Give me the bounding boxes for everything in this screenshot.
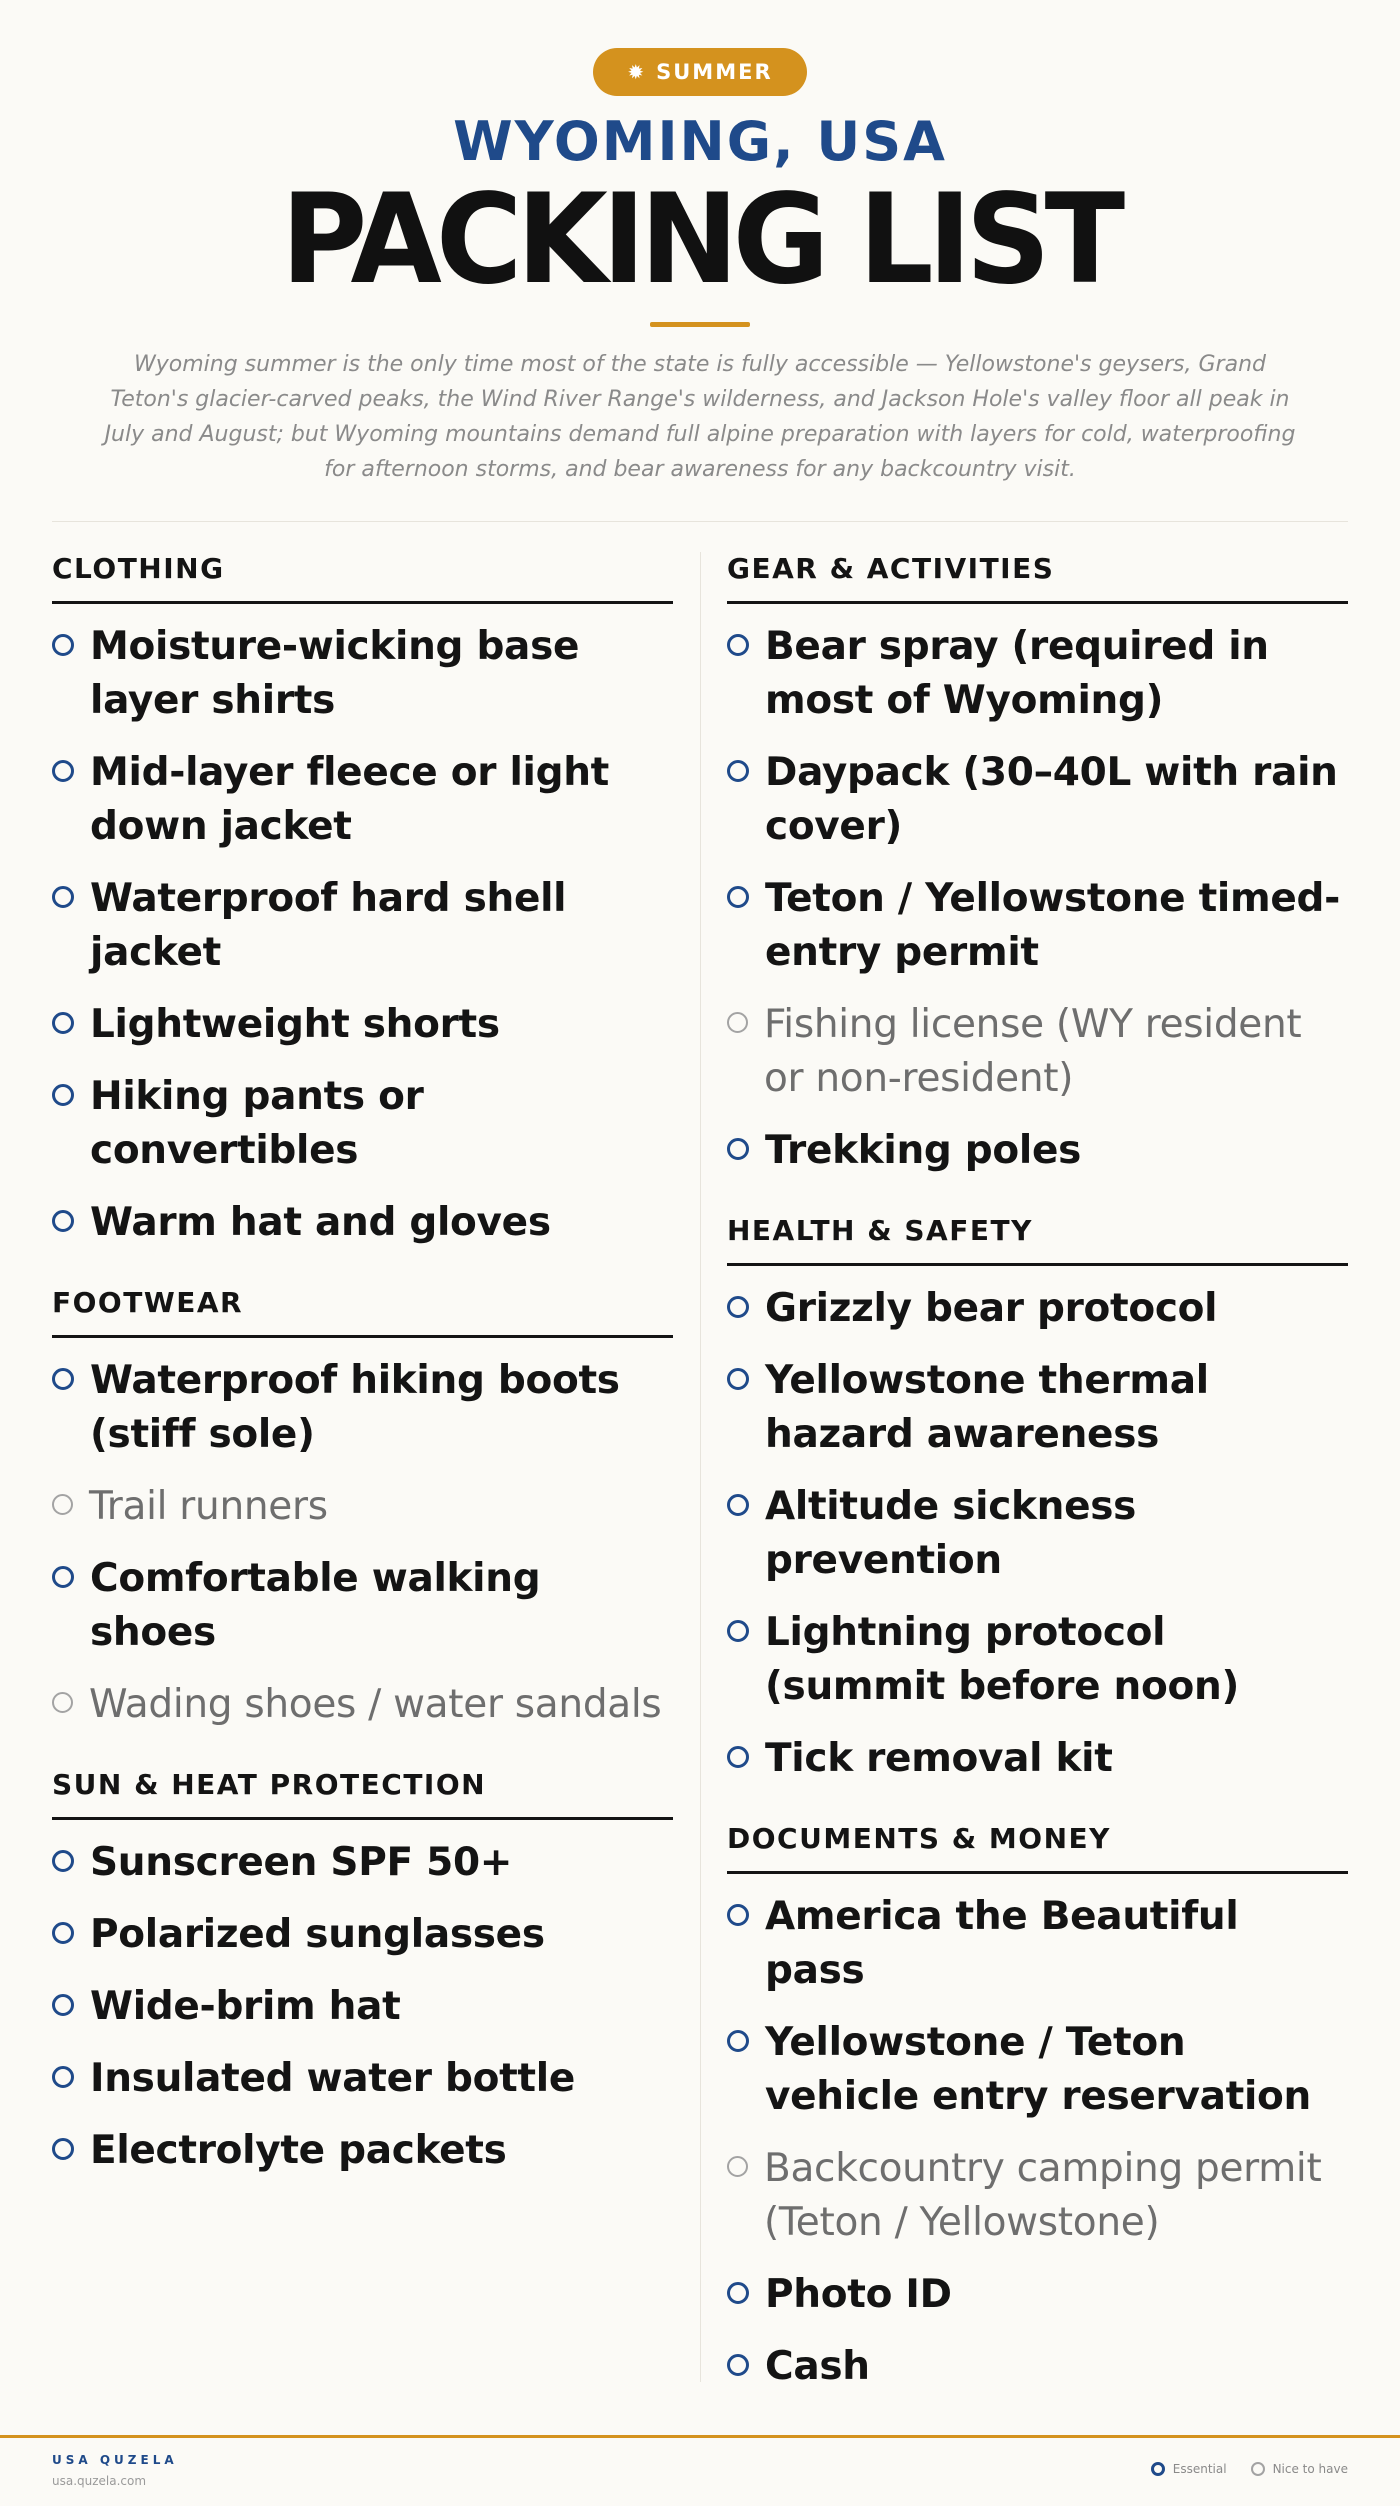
checklist-item[interactable]: [727, 1354, 1348, 1462]
section-title: DOCUMENTS & MONEY: [727, 1822, 1348, 1874]
essential-circle-icon[interactable]: [727, 2030, 749, 2052]
essential-circle-icon[interactable]: [727, 1746, 749, 1768]
checklist-item-label: Electrolyte packets: [90, 2128, 507, 2173]
checklist-item-label: Sunscreen SPF 50+: [90, 1840, 513, 1885]
checklist-item[interactable]: [52, 620, 673, 728]
checklist-item[interactable]: [52, 1552, 673, 1660]
essential-circle-icon[interactable]: [52, 2066, 74, 2088]
season-label: SUMMER: [656, 60, 773, 84]
page-title: PACKING LIST: [280, 166, 1120, 312]
checklist-item-label: Daypack (30–40L with rain cover): [765, 750, 1338, 849]
essential-circle-icon[interactable]: [727, 886, 749, 908]
legend-nice-label: Nice to have: [1272, 2462, 1348, 2476]
checklist-item-label: Waterproof hard shell jacket: [90, 876, 567, 975]
checklist-item[interactable]: [727, 2268, 1348, 2322]
checklist-item[interactable]: [727, 1890, 1348, 1998]
checklist-item-label: Teton / Yellowstone timed-entry permit: [765, 876, 1340, 975]
checklist-item-label: Mid-layer fleece or light down jacket: [90, 750, 610, 849]
footer-rule: [0, 2435, 1400, 2438]
checklist: [727, 620, 1348, 1178]
section-clothing: [52, 552, 673, 1250]
essential-circle-icon[interactable]: [52, 2138, 74, 2160]
checklist-item-label: Warm hat and gloves: [90, 1200, 551, 1245]
essential-circle-icon[interactable]: [727, 1368, 749, 1390]
legend-nice: [1251, 2462, 1348, 2476]
checklist-item[interactable]: [52, 1070, 673, 1178]
legend-essential: [1151, 2462, 1227, 2476]
checklist-item[interactable]: [727, 1124, 1348, 1178]
checklist-item-label: Fishing license (WY resident or non-resident): [764, 1002, 1302, 1101]
checklist-item[interactable]: [727, 746, 1348, 854]
checklist-item[interactable]: [52, 1196, 673, 1250]
intro-text: Wyoming summer is the only time most of the state is fully accessible — Yellowstone's geysers, Grand Teton's glacier-carved peaks, the Wind River Range's wilderness, and Jackson Hole's valley floor all peak in July and August; but Wyoming mountains demand full alpine preparation with layers for cold, waterproofing for afternoon storms, and bear awareness for any backcountry visit.: [104, 352, 1296, 482]
legend-essential-label: Essential: [1172, 2462, 1227, 2476]
section-title: CLOTHING: [52, 552, 673, 604]
checklist-item[interactable]: [727, 998, 1348, 1106]
essential-circle-icon[interactable]: [727, 1494, 749, 1516]
nice-circle-icon[interactable]: [727, 2156, 748, 2177]
essential-circle-icon[interactable]: [52, 760, 74, 782]
checklist-item-label: Trekking poles: [765, 1128, 1082, 1173]
checklist-item-label: Lightweight shorts: [90, 1002, 500, 1047]
checklist: [52, 1836, 673, 2178]
checklist: [52, 1354, 673, 1732]
season-badge: [593, 48, 806, 96]
checklist-item-label: Wading shoes / water sandals: [89, 1682, 662, 1727]
checklist-item[interactable]: [52, 998, 673, 1052]
checklist-item-label: Moisture-wicking base layer shirts: [90, 624, 580, 723]
essential-circle-icon[interactable]: [727, 1296, 749, 1318]
essential-circle-icon[interactable]: [52, 1084, 74, 1106]
checklist-item-label: Cash: [765, 2344, 870, 2389]
essential-circle-icon[interactable]: [727, 1620, 749, 1642]
section-title: FOOTWEAR: [52, 1286, 673, 1338]
checklist-item-label: Yellowstone thermal hazard awareness: [765, 1358, 1209, 1457]
checklist-item[interactable]: [727, 1282, 1348, 1336]
checklist-item-label: Grizzly bear protocol: [765, 1286, 1218, 1331]
nice-circle-icon[interactable]: [727, 1012, 748, 1033]
checklist-item-label: Wide-brim hat: [90, 1984, 401, 2029]
essential-circle-icon[interactable]: [52, 1922, 74, 1944]
location-title: WYOMING, USA: [453, 110, 947, 173]
checklist: [52, 620, 673, 1250]
checklist-item[interactable]: [52, 1480, 673, 1534]
essential-circle-icon[interactable]: [727, 634, 749, 656]
checklist-item[interactable]: [52, 1836, 673, 1890]
checklist: [727, 1282, 1348, 1786]
sun-icon: ✹: [627, 60, 647, 84]
checklist-item-label: America the Beautiful pass: [765, 1894, 1239, 1993]
essential-circle-icon: [1151, 2462, 1165, 2476]
checklist-item[interactable]: [52, 1354, 673, 1462]
section-footwear: [52, 1286, 673, 1732]
checklist-item-label: Bear spray (required in most of Wyoming): [765, 624, 1269, 723]
legend: [1127, 2462, 1348, 2476]
checklist-item[interactable]: [52, 1908, 673, 1962]
checklist-item-label: Trail runners: [89, 1484, 328, 1529]
header-divider: [52, 521, 1348, 522]
right-column: [727, 552, 1348, 2430]
checklist-item[interactable]: [727, 1606, 1348, 1714]
checklist-item-label: Tick removal kit: [765, 1736, 1113, 1781]
essential-circle-icon[interactable]: [52, 1012, 74, 1034]
checklist-item[interactable]: [727, 2340, 1348, 2394]
checklist-item-label: Comfortable walking shoes: [90, 1556, 541, 1655]
essential-circle-icon[interactable]: [727, 760, 749, 782]
checklist-item-label: Waterproof hiking boots (stiff sole): [90, 1358, 620, 1457]
essential-circle-icon[interactable]: [727, 2354, 749, 2376]
essential-circle-icon[interactable]: [52, 886, 74, 908]
checklist-item[interactable]: [52, 872, 673, 980]
checklist-item[interactable]: [52, 1980, 673, 2034]
checklist-item-label: Hiking pants or convertibles: [90, 1074, 424, 1173]
essential-circle-icon[interactable]: [52, 634, 74, 656]
checklist-item[interactable]: [727, 1480, 1348, 1588]
checklist-item-label: Insulated water bottle: [90, 2056, 575, 2101]
page-header: [0, 0, 1400, 487]
checklist-item-label: Lightning protocol (summit before noon): [765, 1610, 1239, 1709]
checklist-item[interactable]: [52, 2052, 673, 2106]
checklist-item-label: Altitude sickness prevention: [765, 1484, 1137, 1583]
packing-columns: [52, 552, 1348, 2430]
essential-circle-icon[interactable]: [727, 1138, 749, 1160]
section-health-and-safety: [727, 1214, 1348, 1786]
checklist-item[interactable]: [52, 746, 673, 854]
checklist-item-label: Yellowstone / Teton vehicle entry reservation: [765, 2020, 1312, 2119]
essential-circle-icon[interactable]: [727, 2282, 749, 2304]
nice-circle-icon[interactable]: [52, 1494, 73, 1515]
section-sun-and-heat-protection: [52, 1768, 673, 2178]
section-title: SUN & HEAT PROTECTION: [52, 1768, 673, 1820]
section-title: GEAR & ACTIVITIES: [727, 552, 1348, 604]
checklist-item[interactable]: [52, 1678, 673, 1732]
checklist-item[interactable]: [52, 2124, 673, 2178]
checklist-item-label: Backcountry camping permit (Teton / Yellowstone): [764, 2146, 1322, 2245]
nice-circle-icon[interactable]: [52, 1692, 73, 1713]
checklist-item[interactable]: [727, 1732, 1348, 1786]
essential-circle-icon[interactable]: [52, 1850, 74, 1872]
accent-rule: [650, 322, 750, 327]
checklist-item-label: Polarized sunglasses: [90, 1912, 545, 1957]
nice-circle-icon: [1251, 2462, 1265, 2476]
left-column: [52, 552, 673, 2430]
checklist-item[interactable]: [727, 2016, 1348, 2124]
brand-name: USA QUZELA: [52, 2453, 178, 2467]
essential-circle-icon[interactable]: [727, 1904, 749, 1926]
essential-circle-icon[interactable]: [52, 1994, 74, 2016]
section-documents-and-money: [727, 1822, 1348, 2394]
section-gear-and-activities: [727, 552, 1348, 1178]
brand-url: usa.quzela.com: [52, 2474, 147, 2488]
checklist-item[interactable]: [727, 620, 1348, 728]
essential-circle-icon[interactable]: [52, 1368, 74, 1390]
checklist: [727, 1890, 1348, 2394]
section-title: HEALTH & SAFETY: [727, 1214, 1348, 1266]
checklist-item[interactable]: [727, 2142, 1348, 2250]
essential-circle-icon[interactable]: [52, 1566, 74, 1588]
checklist-item[interactable]: [727, 872, 1348, 980]
checklist-item-label: Photo ID: [765, 2272, 952, 2317]
essential-circle-icon[interactable]: [52, 1210, 74, 1232]
